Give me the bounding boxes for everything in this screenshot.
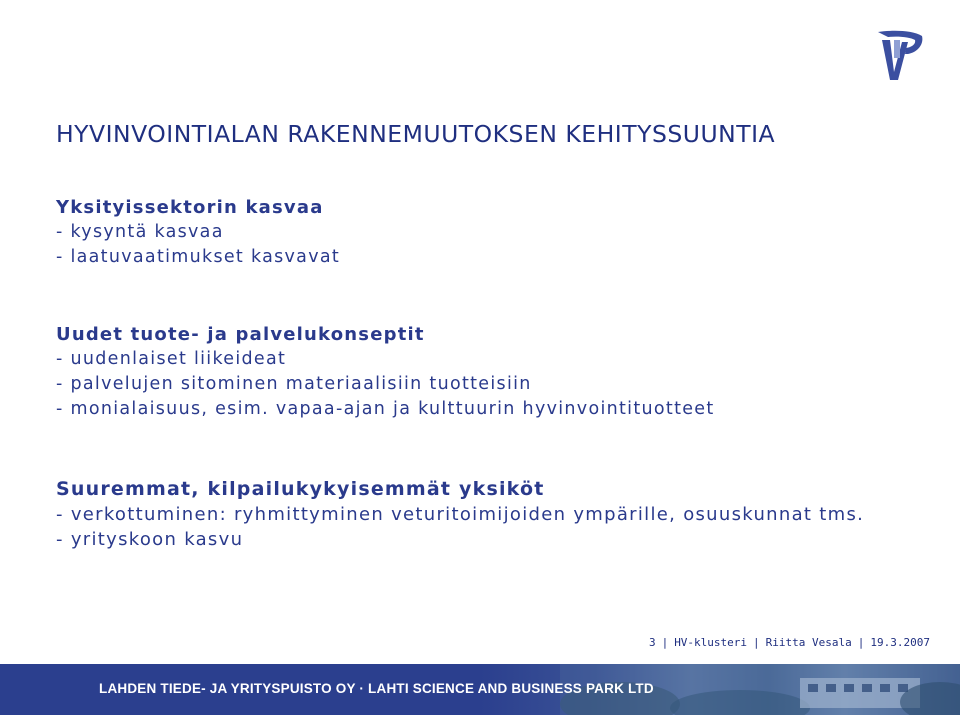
slide-date: 19.3.2007 <box>870 636 930 649</box>
list-item: - uudenlaiset liikeideat <box>56 349 287 369</box>
list-item: - laatuvaatimukset kasvavat <box>56 247 341 267</box>
banner-text: LAHDEN TIEDE- JA YRITYSPUISTO OY · LAHTI SCIENCE AND BUSINESS PARK LTD <box>99 681 654 696</box>
company-logo-icon <box>872 28 926 84</box>
page-number: 3 <box>648 636 656 649</box>
section-heading: Suuremmat, kilpailukykyisemmät yksiköt <box>56 478 545 500</box>
footer-banner <box>0 664 960 715</box>
project-name: HV-klusteri <box>674 636 748 649</box>
section-private-sector <box>56 195 340 270</box>
page-title: HYVINVOINTIALAN RAKENNEMUUTOKSEN KEHITYSSUUNTIA <box>56 120 776 148</box>
list-item: - palvelujen sitominen materiaalisiin tuotteisiin <box>56 374 532 394</box>
section-larger-units <box>56 477 864 552</box>
section-new-concepts <box>56 322 715 422</box>
divider: | <box>857 636 865 649</box>
divider: | <box>753 636 760 649</box>
section-heading: Yksityissektorin kasvaa <box>56 197 324 218</box>
slide-footer <box>649 636 930 649</box>
author-name: Riitta Vesala <box>765 636 852 649</box>
list-item: - yrityskoon kasvu <box>56 529 244 550</box>
list-item: - kysyntä kasvaa <box>56 222 224 242</box>
list-item: - monialaisuus, esim. vapaa-ajan ja kulttuurin hyvinvointituotteet <box>56 399 715 419</box>
list-item: - verkottuminen: ryhmittyminen veturitoimijoiden ympärille, osuuskunnat tms. <box>56 504 865 525</box>
divider: | <box>661 636 669 649</box>
section-heading: Uudet tuote- ja palvelukonseptit <box>56 324 425 345</box>
